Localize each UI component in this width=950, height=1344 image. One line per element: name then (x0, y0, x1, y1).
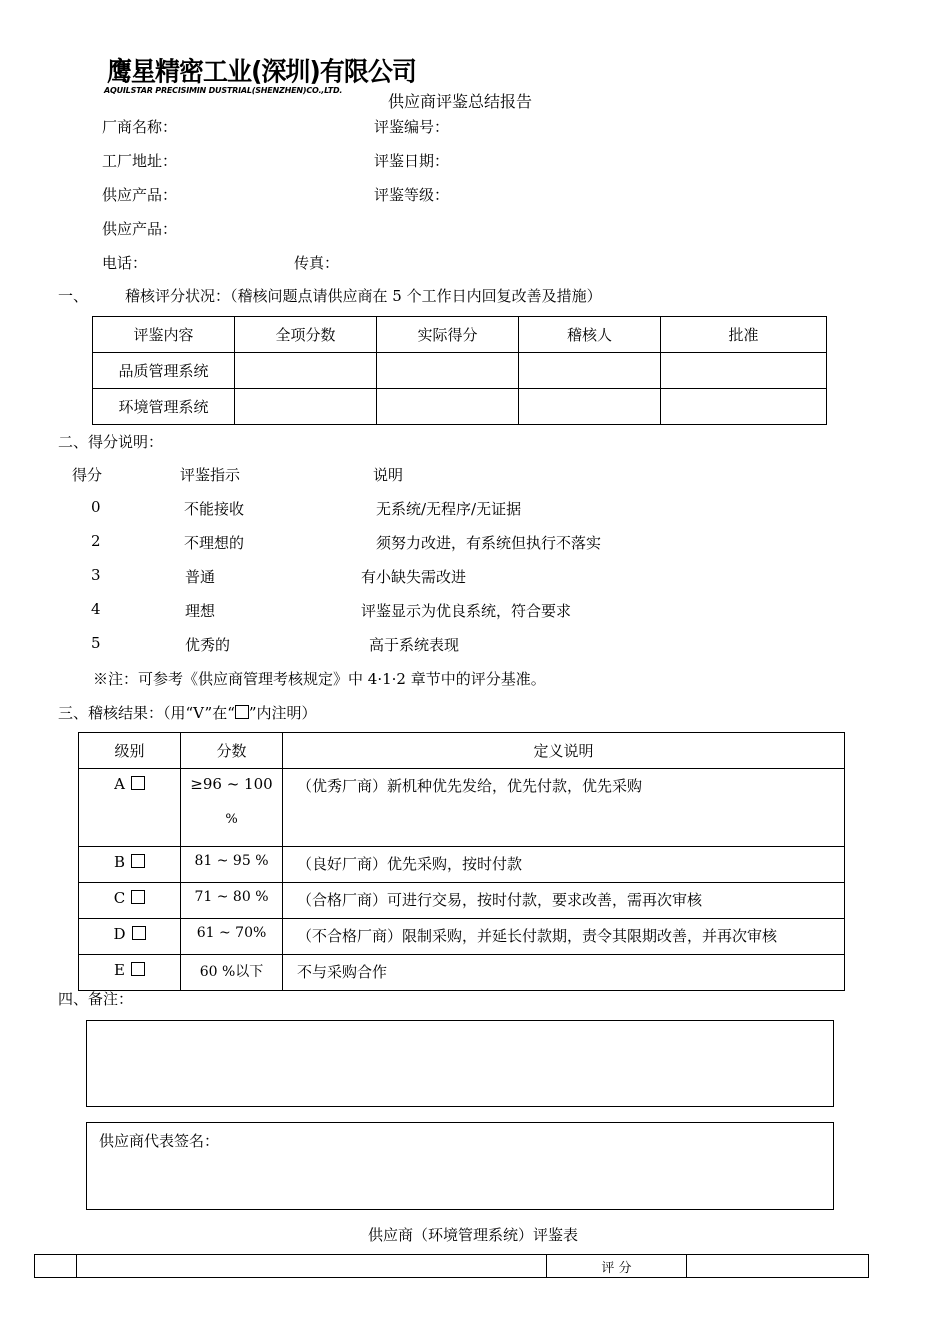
level-c-checkbox[interactable] (131, 890, 145, 904)
section1-heading: 稽核评分状况：（稽核问题点请供应商在 5 个工作日内回复改善及措施） (125, 287, 602, 305)
definition-text: 不与采购合作 (283, 955, 845, 991)
eval-date-label: 评鉴日期： (374, 152, 450, 170)
table-row (79, 883, 845, 919)
table-header-row (93, 317, 827, 353)
header-definition: 定义说明 (283, 733, 845, 769)
level-label: C (113, 889, 126, 907)
table-row (79, 955, 845, 991)
table-row (93, 353, 827, 389)
section3-heading-pre: 三、稽核结果：（用“V”在“ (58, 704, 235, 722)
level-e-checkbox[interactable] (131, 962, 145, 976)
desc-col-header: 说明 (373, 466, 404, 484)
company-logo-cn: 鹰星精密工业(深圳)有限公司 (107, 56, 416, 87)
definition-text: （不合格厂商）限制采购，并延长付款期，责令其限期改善，并再次审核 (283, 919, 845, 955)
fax-label: 传真： (294, 254, 340, 272)
score-range-cell (181, 769, 283, 847)
env-score-header: 评 分 (547, 1255, 687, 1278)
level-b-checkbox[interactable] (131, 854, 145, 868)
level-cell (79, 883, 181, 919)
score-indication: 不能接收 (184, 500, 245, 518)
audit-score-table (92, 316, 827, 425)
header-full-score: 全项分数 (235, 317, 377, 353)
score-indication: 理想 (185, 602, 216, 620)
vendor-name-label: 厂商名称： (102, 118, 178, 136)
table-header-row (79, 733, 845, 769)
header-approval: 批准 (661, 317, 827, 353)
indication-col-header: 评鉴指示 (180, 466, 241, 484)
level-label: E (114, 961, 125, 979)
eval-no-label: 评鉴编号： (374, 118, 450, 136)
supply-product-label-2: 供应产品： (102, 220, 178, 238)
phone-label: 电话： (102, 254, 148, 272)
definition-text: （合格厂商）可进行交易，按时付款，要求改善，需再次审核 (283, 883, 845, 919)
cell-full-score[interactable] (235, 389, 377, 425)
eval-grade-label: 评鉴等级： (374, 186, 450, 204)
score-col-header: 得分 (72, 466, 103, 484)
env-cell-blank (687, 1255, 869, 1278)
definition-text: （良好厂商）优先采购，按时付款 (283, 847, 845, 883)
score-range-unit: % (225, 812, 238, 827)
table-header-row (35, 1255, 869, 1278)
level-d-checkbox[interactable] (132, 926, 146, 940)
score-description: 高于系统表现 (369, 636, 460, 654)
level-label: D (113, 925, 126, 943)
section2-heading: 二、得分说明： (58, 433, 164, 451)
score-description: 评鉴显示为优良系统，符合要求 (361, 602, 572, 620)
score-description: 有小缺失需改进 (361, 568, 467, 586)
header-score: 分数 (181, 733, 283, 769)
score-value: 5 (91, 634, 101, 652)
score-description: 无系统/无程序/无证据 (376, 500, 522, 518)
score-range: 61 ~ 70% (181, 919, 283, 955)
definition-text: （优秀厂商）新机种优先发给，优先付款，优先采购 (283, 769, 845, 847)
header-eval-content: 评鉴内容 (93, 317, 235, 353)
score-indication: 普通 (185, 568, 216, 586)
level-label: A (114, 775, 125, 793)
score-indication: 优秀的 (185, 636, 231, 654)
factory-address-label: 工厂地址： (102, 152, 178, 170)
scoring-note: ※注：可参考《供应商管理考核规定》中 4·1·2 章节中的评分基准。 (93, 670, 546, 688)
score-value: 0 (91, 498, 101, 516)
signature-box[interactable] (86, 1122, 834, 1210)
section3-heading (58, 702, 317, 723)
score-range: 71 ~ 80 % (181, 883, 283, 919)
level-cell (79, 769, 181, 847)
checkbox-icon (235, 705, 249, 719)
section1-number: 一、 (58, 287, 89, 305)
cell-approval[interactable] (661, 389, 827, 425)
env-table-title: 供应商（环境管理系统）评鉴表 (368, 1226, 579, 1244)
table-row (79, 919, 845, 955)
score-value: 2 (91, 532, 101, 550)
level-cell (79, 847, 181, 883)
section4-heading: 四、备注： (58, 990, 134, 1008)
audit-result-table (78, 732, 845, 991)
env-cell-index (35, 1255, 77, 1278)
level-cell (79, 955, 181, 991)
table-row (79, 769, 845, 847)
score-range: ≥96 ~ 100 (190, 775, 273, 793)
signature-label: 供应商代表签名： (99, 1132, 220, 1150)
score-value: 3 (91, 566, 101, 584)
score-range: 60 %以下 (181, 955, 283, 991)
cell-approval[interactable] (661, 353, 827, 389)
level-cell (79, 919, 181, 955)
header-level: 级别 (79, 733, 181, 769)
page-title: 供应商评鉴总结报告 (388, 92, 533, 111)
company-logo-en: AQUILSTAR PRECISIMIN DUSTRIAL(SHENZHEN)CO.,LTD. (104, 86, 343, 95)
score-range: 81 ~ 95 % (181, 847, 283, 883)
table-row (79, 847, 845, 883)
cell-actual-score[interactable] (377, 353, 519, 389)
cell-auditor[interactable] (519, 353, 661, 389)
cell-auditor[interactable] (519, 389, 661, 425)
level-a-checkbox[interactable] (131, 776, 145, 790)
supply-product-label-1: 供应产品： (102, 186, 178, 204)
row-quality-system: 品质管理系统 (93, 353, 235, 389)
env-evaluation-table (34, 1254, 869, 1278)
score-indication: 不理想的 (184, 534, 245, 552)
header-actual-score: 实际得分 (377, 317, 519, 353)
score-value: 4 (91, 600, 101, 618)
table-row (93, 389, 827, 425)
score-description: 须努力改进，有系统但执行不落实 (376, 534, 602, 552)
cell-actual-score[interactable] (377, 389, 519, 425)
header-auditor: 稽核人 (519, 317, 661, 353)
env-cell-item (77, 1255, 547, 1278)
row-environment-system: 环境管理系统 (93, 389, 235, 425)
section3-heading-post: ”内注明） (248, 704, 317, 722)
level-label: B (113, 853, 126, 871)
cell-full-score[interactable] (235, 353, 377, 389)
remarks-box[interactable] (86, 1020, 834, 1107)
